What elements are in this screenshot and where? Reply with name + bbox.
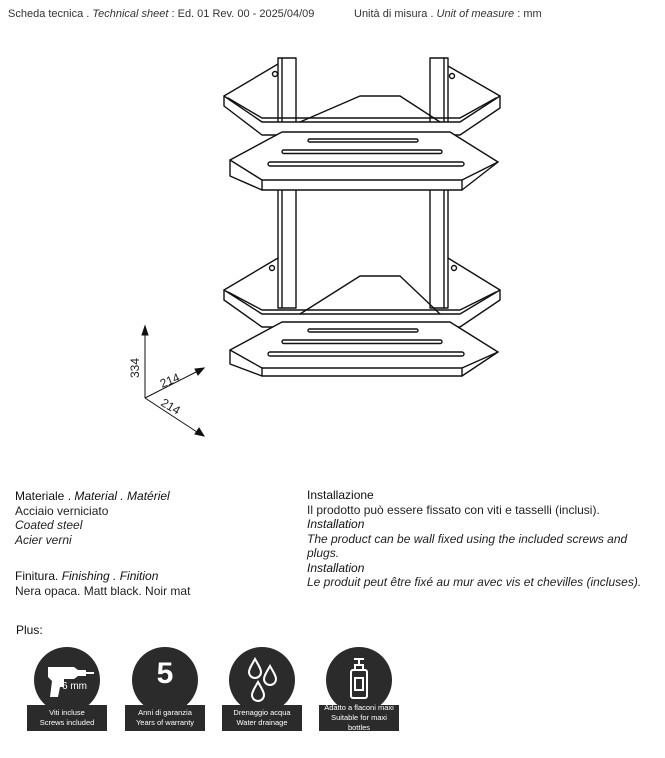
material-it: Acciaio verniciato (15, 503, 109, 518)
badge-caption: Anni di garanzia Years of warranty (125, 705, 205, 731)
upper-rail (224, 64, 500, 135)
plus-label: Plus: (16, 623, 43, 637)
material-section (15, 489, 285, 547)
sheet-label: Scheda tecnica . (8, 8, 93, 20)
badge-warranty (125, 647, 205, 727)
dim-height: 334 (128, 357, 142, 378)
upper-tray (230, 132, 498, 190)
installation-title-fr: Installation (307, 560, 365, 575)
warranty-icon (132, 647, 198, 713)
installation-text-it: Il prodotto può essere fissato con viti e tasselli (inclusi). (307, 502, 600, 517)
finish-title: Finitura. Finishing . Finition (15, 569, 159, 583)
finish-value: Nera opaca. Matt black. Noir mat (15, 583, 191, 598)
installation-title-it: Installazione (307, 488, 374, 502)
material-en: Coated steel (15, 518, 83, 532)
badge-screws-included (27, 647, 107, 727)
installation-text-en: The product can be wall fixed using the included screws and plugs. (307, 531, 628, 560)
dim-width: 214 (157, 370, 182, 391)
badge-caption: Viti incluse Screws included (27, 705, 107, 731)
finish-section (15, 569, 285, 598)
badge-maxi-bottles (319, 647, 399, 732)
material-fr: Acier verni (15, 532, 72, 547)
lower-tray (230, 322, 498, 376)
installation-text-fr: Le produit peut être fixé au mur avec vis et chevilles (incluses). (307, 575, 642, 589)
badge-caption: Drenaggio acqua Water drainage (222, 705, 302, 731)
lower-rail (224, 258, 500, 327)
sheet-label-en: Technical sheet (92, 8, 169, 20)
dim-depth: 214 (158, 395, 183, 418)
installation-section (307, 488, 647, 590)
unit-value: : mm (514, 8, 542, 20)
unit-label: Unità di misura . (354, 8, 437, 20)
unit-label-en: Unit of measure (436, 8, 515, 20)
badge-caption: Adatto a flaconi maxi Suitable for maxi bottles (319, 705, 399, 731)
screw-size: 6 mm (62, 681, 87, 692)
installation-title-en: Installation (307, 517, 365, 531)
material-title: Materiale . Material . Matériel (15, 489, 170, 503)
badge-water-drainage (222, 647, 302, 727)
sheet-edition: : Ed. 01 Rev. 00 - 2025/04/09 (168, 8, 315, 20)
water-drops-icon (229, 647, 295, 713)
warranty-years: 5 (156, 657, 174, 690)
drill-icon (34, 647, 100, 713)
